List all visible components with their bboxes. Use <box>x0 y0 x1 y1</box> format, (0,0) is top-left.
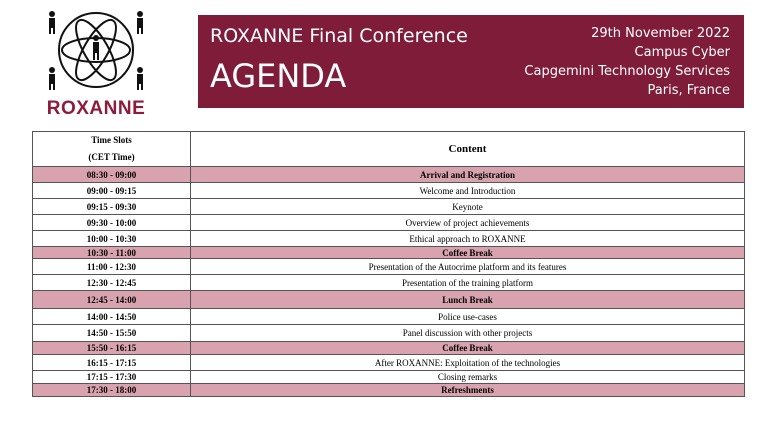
time-slot-cell: 12:30 - 12:45 <box>33 275 191 291</box>
table-row <box>33 231 745 247</box>
table-row <box>33 355 745 371</box>
content-cell: Closing remarks <box>191 371 745 384</box>
table-row <box>33 247 745 259</box>
content-cell: After ROXANNE: Exploitation of the technologies <box>191 355 745 371</box>
table-row <box>33 291 745 309</box>
table-row <box>33 199 745 215</box>
content-cell: Overview of project achievements <box>191 215 745 231</box>
event-venue: Campus Cyber <box>634 45 730 60</box>
content-cell: Arrival and Registration <box>191 167 745 183</box>
content-cell: Police use-cases <box>191 309 745 325</box>
agenda-heading: AGENDA <box>210 57 347 95</box>
table-row <box>33 259 745 275</box>
event-date: 29th November 2022 <box>591 26 730 41</box>
content-cell: Ethical approach to ROXANNE <box>191 231 745 247</box>
content-header: Content <box>191 132 745 167</box>
content-cell: Panel discussion with other projects <box>191 325 745 342</box>
table-row <box>33 215 745 231</box>
content-cell: Coffee Break <box>191 247 745 259</box>
agenda-body <box>33 167 745 397</box>
content-cell: Presentation of the Autocrime platform and its features <box>191 259 745 275</box>
event-host: Capgemini Technology Services <box>524 64 730 79</box>
table-row <box>33 384 745 397</box>
event-details <box>524 24 730 100</box>
time-slot-cell: 09:15 - 09:30 <box>33 199 191 215</box>
time-slot-cell: 16:15 - 17:15 <box>33 355 191 371</box>
time-slot-cell: 17:30 - 18:00 <box>33 384 191 397</box>
roxanne-logo <box>36 8 156 118</box>
time-slot-cell: 12:45 - 14:00 <box>33 291 191 309</box>
title-banner <box>198 15 744 108</box>
table-row <box>33 342 745 355</box>
time-slot-cell: 09:30 - 10:00 <box>33 215 191 231</box>
time-slot-cell: 17:15 - 17:30 <box>33 371 191 384</box>
table-row <box>33 275 745 291</box>
content-cell: Coffee Break <box>191 342 745 355</box>
table-header-row <box>33 132 745 167</box>
table-row <box>33 309 745 325</box>
content-cell: Refreshments <box>191 384 745 397</box>
table-row <box>33 183 745 199</box>
time-slot-cell: 10:30 - 11:00 <box>33 247 191 259</box>
time-slot-cell: 10:00 - 10:30 <box>33 231 191 247</box>
logo-wordmark: ROXANNE <box>46 98 146 119</box>
table-row <box>33 167 745 183</box>
time-slots-header: Time Slots (CET Time) <box>33 132 191 167</box>
agenda-table <box>32 131 745 397</box>
time-slot-cell: 11:00 - 12:30 <box>33 259 191 275</box>
table-row <box>33 325 745 342</box>
time-slot-cell: 09:00 - 09:15 <box>33 183 191 199</box>
content-cell: Lunch Break <box>191 291 745 309</box>
time-slot-cell: 14:50 - 15:50 <box>33 325 191 342</box>
time-slot-cell: 08:30 - 09:00 <box>33 167 191 183</box>
atom-people-icon <box>46 8 146 100</box>
time-slot-cell: 15:50 - 16:15 <box>33 342 191 355</box>
event-city: Paris, France <box>647 83 730 98</box>
content-cell: Presentation of the training platform <box>191 275 745 291</box>
table-row <box>33 371 745 384</box>
time-slot-cell: 14:00 - 14:50 <box>33 309 191 325</box>
conference-title: ROXANNE Final Conference <box>210 25 468 47</box>
content-cell: Keynote <box>191 199 745 215</box>
content-cell: Welcome and Introduction <box>191 183 745 199</box>
